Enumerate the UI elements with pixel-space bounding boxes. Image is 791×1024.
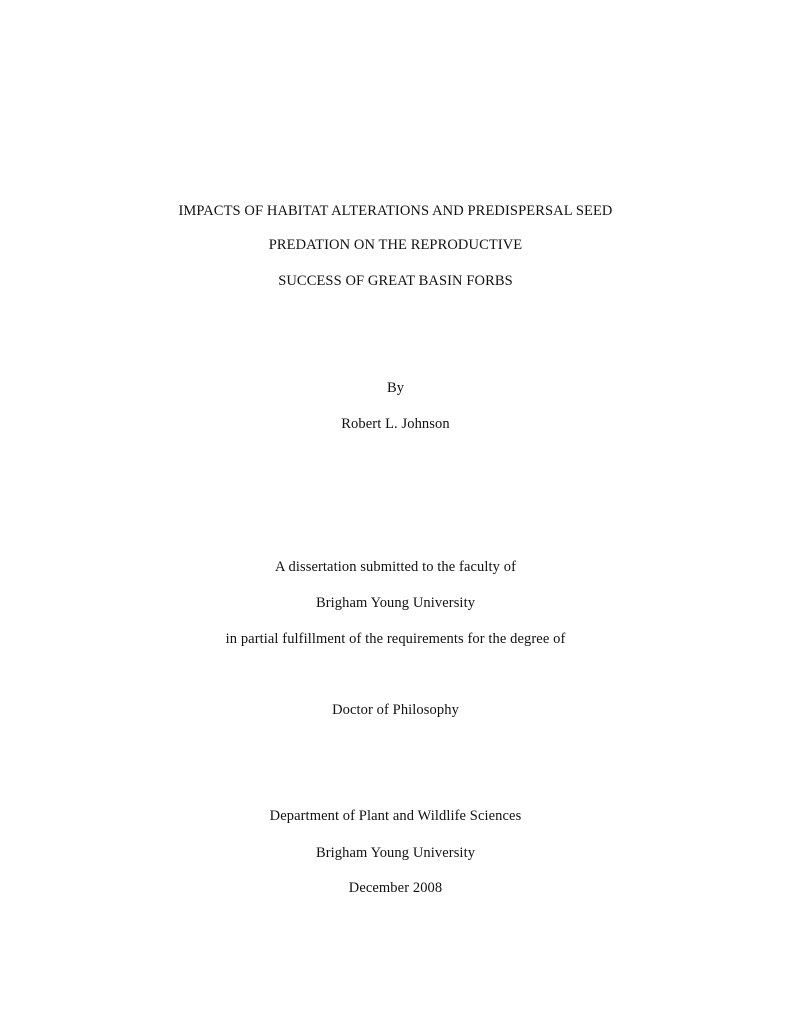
by-label: By (386, 380, 405, 396)
submission-statement-line-3: in partial fulfillment of the requirements for the degree of (225, 631, 566, 647)
submission-statement-line-2: Brigham Young University (315, 595, 476, 611)
university-name: Brigham Young University (315, 845, 476, 861)
degree-name: Doctor of Philosophy (332, 702, 459, 718)
department-name: Department of Plant and Wildlife Sciences (269, 808, 522, 824)
thesis-title-line-2: PREDATION ON THE REPRODUCTIVE (268, 237, 523, 253)
submission-statement-line-1: A dissertation submitted to the faculty of (275, 559, 516, 575)
submission-date: December 2008 (348, 880, 443, 896)
thesis-title-line-1: IMPACTS OF HABITAT ALTERATIONS AND PREDISPERSAL SEED (178, 203, 613, 219)
author-name: Robert L. Johnson (341, 416, 450, 432)
thesis-title-line-3: SUCCESS OF GREAT BASIN FORBS (278, 273, 513, 289)
